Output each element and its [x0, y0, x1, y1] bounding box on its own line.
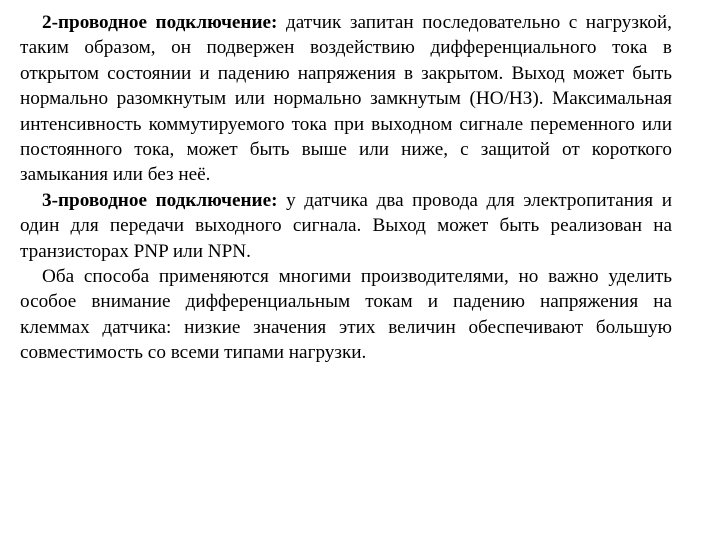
paragraph-summary	[20, 264, 672, 366]
paragraph-three-wire	[20, 188, 672, 264]
paragraph-text: датчик запитан последовательно с нагрузкой, таким образом, он подвержен воздействию дифференциального тока в открытом состоянии и падению напряжения в закрытом. Выход может быть нормально разомкнутым или нормально замкнутым (НО/НЗ). Максимальная интенсивность коммутируемого тока при выходном сигнале переменного или постоянного тока, может быть выше или ниже, с защитой от короткого замыкания или без неё.	[20, 12, 672, 186]
paragraph-lead: 2-проводное подключение:	[42, 12, 278, 33]
paragraph-two-wire	[20, 10, 672, 188]
paragraph-text: Оба способа применяются многими производителями, но важно уделить особое внимание дифференциальным токам и падению напряжения на клеммах датчика: низкие значения этих величин обеспечивают большую совместимость со всеми типами нагрузки.	[20, 266, 672, 364]
paragraph-text: у датчика два провода для электропитания и один для передачи выходного сигнала. Выход может быть реализован на транзисторах PNP или NPN.	[20, 189, 672, 262]
paragraph-lead: 3-проводное подключение:	[42, 189, 278, 211]
document-body	[20, 10, 672, 366]
